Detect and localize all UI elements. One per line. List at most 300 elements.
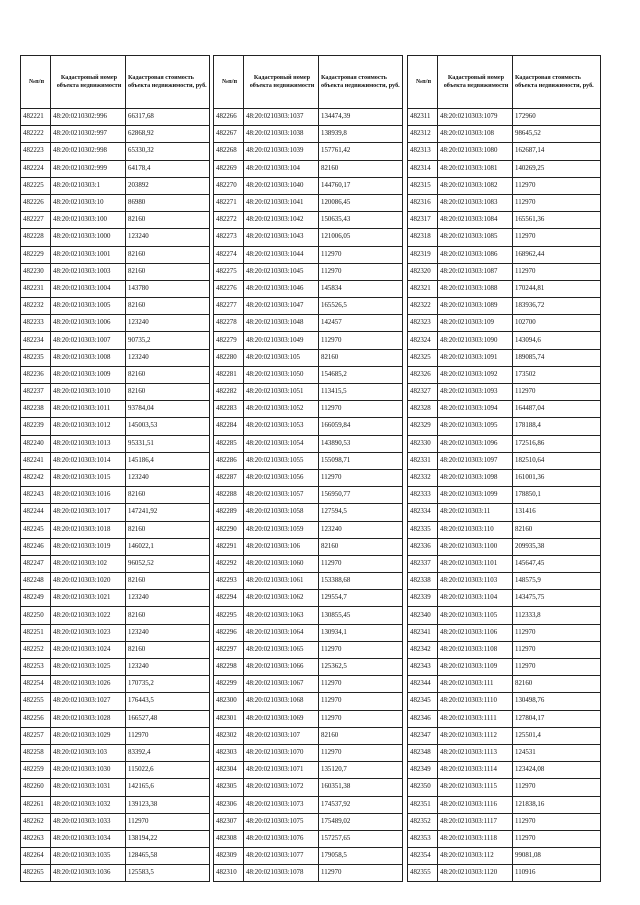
row-number: 482352 xyxy=(408,813,438,830)
cadastral-value: 82160 xyxy=(513,676,601,693)
table-row xyxy=(408,384,601,401)
cadastral-number: 48:20:0210303:1075 xyxy=(244,813,319,830)
row-number: 482285 xyxy=(214,435,244,452)
row-number: 482255 xyxy=(21,693,51,710)
cadastral-number: 48:20:0210303:1111 xyxy=(438,710,513,727)
cadastral-value: 170735,2 xyxy=(126,676,210,693)
cadastral-number: 48:20:0210303:1004 xyxy=(51,280,126,297)
cadastral-value: 189085,74 xyxy=(513,349,601,366)
table-row xyxy=(21,280,210,297)
row-number: 482275 xyxy=(214,263,244,280)
table-row xyxy=(21,332,210,349)
cadastral-value: 142165,6 xyxy=(126,779,210,796)
cadastral-number: 48:20:0210303:1043 xyxy=(244,229,319,246)
row-number: 482291 xyxy=(214,538,244,555)
cadastral-value: 164487,04 xyxy=(513,401,601,418)
cadastral-number: 48:20:0210303:1115 xyxy=(438,779,513,796)
row-number: 482321 xyxy=(408,280,438,297)
row-number: 482248 xyxy=(21,573,51,590)
cadastral-number: 48:20:0210303:1032 xyxy=(51,796,126,813)
cadastral-value: 112970 xyxy=(513,641,601,658)
table-row xyxy=(408,693,601,710)
table-row xyxy=(408,590,601,607)
cadastral-number: 48:20:0210303:1011 xyxy=(51,401,126,418)
row-number: 482330 xyxy=(408,435,438,452)
table-row xyxy=(21,435,210,452)
row-number: 482312 xyxy=(408,126,438,143)
table-row xyxy=(408,555,601,572)
table-row xyxy=(21,624,210,641)
cadastral-value: 172516,86 xyxy=(513,435,601,452)
table-row xyxy=(21,607,210,624)
cadastral-value: 82160 xyxy=(319,538,403,555)
table-row xyxy=(214,813,403,830)
row-number: 482337 xyxy=(408,555,438,572)
table-row xyxy=(214,641,403,658)
cadastral-value: 112970 xyxy=(319,710,403,727)
cadastral-value: 131416 xyxy=(513,504,601,521)
cadastral-value: 82160 xyxy=(513,521,601,538)
table-row xyxy=(21,521,210,538)
cadastral-value: 112970 xyxy=(319,401,403,418)
cadastral-value: 102700 xyxy=(513,315,601,332)
cadastral-value: 112970 xyxy=(513,384,601,401)
header-cadastral-value: Кадастровая стоимость объекта недвижимости, руб. xyxy=(319,56,403,109)
table-row xyxy=(408,796,601,813)
cadastral-value: 153388,68 xyxy=(319,573,403,590)
table-row xyxy=(214,521,403,538)
cadastral-number: 48:20:0210303:1117 xyxy=(438,813,513,830)
cadastral-value: 82160 xyxy=(319,727,403,744)
cadastral-number: 48:20:0210303:112 xyxy=(438,848,513,865)
cadastral-value: 174537,92 xyxy=(319,796,403,813)
row-number: 482237 xyxy=(21,384,51,401)
cadastral-value: 99081,08 xyxy=(513,848,601,865)
row-number: 482323 xyxy=(408,315,438,332)
cadastral-value: 112970 xyxy=(513,194,601,211)
row-number: 482232 xyxy=(21,298,51,315)
row-number: 482305 xyxy=(214,779,244,796)
table-row xyxy=(214,659,403,676)
table-row xyxy=(408,744,601,761)
row-number: 482231 xyxy=(21,280,51,297)
row-number: 482296 xyxy=(214,624,244,641)
row-number: 482241 xyxy=(21,452,51,469)
table-row xyxy=(408,676,601,693)
table-row xyxy=(214,126,403,143)
cadastral-number: 48:20:0210303:1000 xyxy=(51,229,126,246)
cadastral-value: 125501,4 xyxy=(513,727,601,744)
table-row xyxy=(408,229,601,246)
row-number: 482307 xyxy=(214,813,244,830)
cadastral-number: 48:20:0210303:1108 xyxy=(438,641,513,658)
row-number: 482230 xyxy=(21,263,51,280)
cadastral-value: 112970 xyxy=(319,641,403,658)
cadastral-number: 48:20:0210303:1081 xyxy=(438,160,513,177)
cadastral-number: 48:20:0210303:10 xyxy=(51,194,126,211)
row-number: 482300 xyxy=(214,693,244,710)
row-number: 482252 xyxy=(21,641,51,658)
row-number: 482251 xyxy=(21,624,51,641)
row-number: 482270 xyxy=(214,177,244,194)
cadastral-value: 110916 xyxy=(513,865,601,882)
cadastral-value: 170244,81 xyxy=(513,280,601,297)
cadastral-value: 130855,45 xyxy=(319,607,403,624)
cadastral-value: 166059,84 xyxy=(319,418,403,435)
row-number: 482254 xyxy=(21,676,51,693)
header-cadastral-number: Кадастровый номер объекта недвижимости xyxy=(438,56,513,109)
table-row xyxy=(214,212,403,229)
header-num: №п/п xyxy=(408,56,438,109)
row-number: 482283 xyxy=(214,401,244,418)
cadastral-value: 146022,1 xyxy=(126,538,210,555)
table-row xyxy=(408,848,601,865)
table-row xyxy=(214,160,403,177)
cadastral-number: 48:20:0210303:11 xyxy=(438,504,513,521)
row-number: 482225 xyxy=(21,177,51,194)
cadastral-number: 48:20:0210303:1050 xyxy=(244,366,319,383)
cadastral-value: 178188,4 xyxy=(513,418,601,435)
table-row xyxy=(214,762,403,779)
cadastral-value: 124531 xyxy=(513,744,601,761)
cadastral-number: 48:20:0210303:1094 xyxy=(438,401,513,418)
cadastral-number: 48:20:0210302:997 xyxy=(51,126,126,143)
cadastral-value: 123240 xyxy=(126,229,210,246)
cadastral-number: 48:20:0210303:1054 xyxy=(244,435,319,452)
table-row xyxy=(408,762,601,779)
header-cadastral-value: Кадастровая стоимость объекта недвижимости, руб. xyxy=(126,56,210,109)
cadastral-number: 48:20:0210303:1070 xyxy=(244,744,319,761)
row-number: 482335 xyxy=(408,521,438,538)
table-row xyxy=(21,418,210,435)
row-number: 482355 xyxy=(408,865,438,882)
cadastral-number: 48:20:0210303:1001 xyxy=(51,246,126,263)
table-row xyxy=(21,246,210,263)
row-number: 482265 xyxy=(21,865,51,882)
cadastral-number: 48:20:0210303:1039 xyxy=(244,143,319,160)
table-row xyxy=(21,298,210,315)
cadastral-number: 48:20:0210303:1065 xyxy=(244,641,319,658)
cadastral-value: 90735,2 xyxy=(126,332,210,349)
table-row xyxy=(21,109,210,126)
row-number: 482346 xyxy=(408,710,438,727)
table-row xyxy=(408,435,601,452)
table-row xyxy=(408,538,601,555)
cadastral-value: 112970 xyxy=(319,676,403,693)
cadastral-value: 130934,1 xyxy=(319,624,403,641)
cadastral-number: 48:20:0210303:1034 xyxy=(51,830,126,847)
table-row xyxy=(21,384,210,401)
cadastral-number: 48:20:0210303:1114 xyxy=(438,762,513,779)
cadastral-number: 48:20:0210303:1049 xyxy=(244,332,319,349)
row-number: 482278 xyxy=(214,315,244,332)
table-row xyxy=(21,263,210,280)
row-number: 482286 xyxy=(214,452,244,469)
table-row xyxy=(408,160,601,177)
cadastral-value: 62868,92 xyxy=(126,126,210,143)
cadastral-value: 154685,2 xyxy=(319,366,403,383)
row-number: 482258 xyxy=(21,744,51,761)
cadastral-number: 48:20:0210303:1055 xyxy=(244,452,319,469)
cadastral-number: 48:20:0210303:1053 xyxy=(244,418,319,435)
row-number: 482228 xyxy=(21,229,51,246)
table-row xyxy=(214,452,403,469)
table-row xyxy=(214,109,403,126)
cadastral-value: 130498,76 xyxy=(513,693,601,710)
row-number: 482246 xyxy=(21,538,51,555)
cadastral-number: 48:20:0210303:1095 xyxy=(438,418,513,435)
table-row xyxy=(214,693,403,710)
table-row xyxy=(21,160,210,177)
row-number: 482320 xyxy=(408,263,438,280)
cadastral-value: 129554,7 xyxy=(319,590,403,607)
row-number: 482306 xyxy=(214,796,244,813)
table-row xyxy=(214,384,403,401)
cadastral-value: 82160 xyxy=(126,263,210,280)
cadastral-number: 48:20:0210303:100 xyxy=(51,212,126,229)
table-row xyxy=(21,710,210,727)
row-number: 482222 xyxy=(21,126,51,143)
row-number: 482290 xyxy=(214,521,244,538)
cadastral-number: 48:20:0210303:1112 xyxy=(438,727,513,744)
row-number: 482318 xyxy=(408,229,438,246)
cadastral-number: 48:20:0210303:1038 xyxy=(244,126,319,143)
table-row xyxy=(408,813,601,830)
cadastral-value: 143475,75 xyxy=(513,590,601,607)
cadastral-number: 48:20:0210303:1098 xyxy=(438,469,513,486)
row-number: 482331 xyxy=(408,452,438,469)
row-number: 482304 xyxy=(214,762,244,779)
table-row xyxy=(408,212,601,229)
cadastral-value: 123240 xyxy=(126,624,210,641)
cadastral-number: 48:20:0210303:1110 xyxy=(438,693,513,710)
cadastral-value: 182510,64 xyxy=(513,452,601,469)
cadastral-value: 172960 xyxy=(513,109,601,126)
cadastral-value: 115022,6 xyxy=(126,762,210,779)
row-number: 482316 xyxy=(408,194,438,211)
cadastral-number: 48:20:0210303:1086 xyxy=(438,246,513,263)
cadastral-number: 48:20:0210303:1093 xyxy=(438,384,513,401)
cadastral-number: 48:20:0210303:1024 xyxy=(51,641,126,658)
cadastral-number: 48:20:0210303:1028 xyxy=(51,710,126,727)
cadastral-number: 48:20:0210303:1089 xyxy=(438,298,513,315)
table-row xyxy=(214,280,403,297)
cadastral-value: 142457 xyxy=(319,315,403,332)
cadastral-table-1 xyxy=(20,55,210,882)
cadastral-number: 48:20:0210303:1069 xyxy=(244,710,319,727)
row-number: 482298 xyxy=(214,659,244,676)
table-row xyxy=(21,212,210,229)
cadastral-value: 123240 xyxy=(319,521,403,538)
row-number: 482224 xyxy=(21,160,51,177)
cadastral-number: 48:20:0210303:1068 xyxy=(244,693,319,710)
cadastral-value: 120086,45 xyxy=(319,194,403,211)
cadastral-number: 48:20:0210303:1063 xyxy=(244,607,319,624)
cadastral-number: 48:20:0210303:1048 xyxy=(244,315,319,332)
cadastral-number: 48:20:0210303:1013 xyxy=(51,435,126,452)
cadastral-value: 65330,32 xyxy=(126,143,210,160)
row-number: 482259 xyxy=(21,762,51,779)
row-number: 482284 xyxy=(214,418,244,435)
cadastral-number: 48:20:0210303:105 xyxy=(244,349,319,366)
table-row xyxy=(21,830,210,847)
cadastral-value: 165561,36 xyxy=(513,212,601,229)
header-num: №п/п xyxy=(214,56,244,109)
cadastral-value: 173502 xyxy=(513,366,601,383)
cadastral-number: 48:20:0210303:1104 xyxy=(438,590,513,607)
cadastral-value: 162687,14 xyxy=(513,143,601,160)
row-number: 482249 xyxy=(21,590,51,607)
cadastral-number: 48:20:0210303:1085 xyxy=(438,229,513,246)
cadastral-value: 112970 xyxy=(513,177,601,194)
cadastral-number: 48:20:0210303:1071 xyxy=(244,762,319,779)
cadastral-number: 48:20:0210303:1106 xyxy=(438,624,513,641)
cadastral-number: 48:20:0210303:102 xyxy=(51,555,126,572)
row-number: 482250 xyxy=(21,607,51,624)
row-number: 482253 xyxy=(21,659,51,676)
cadastral-value: 82160 xyxy=(126,298,210,315)
cadastral-value: 125583,5 xyxy=(126,865,210,882)
table-row xyxy=(408,727,601,744)
cadastral-number: 48:20:0210303:1045 xyxy=(244,263,319,280)
row-number: 482350 xyxy=(408,779,438,796)
row-number: 482338 xyxy=(408,573,438,590)
table-row xyxy=(408,349,601,366)
row-number: 482309 xyxy=(214,848,244,865)
table-row xyxy=(408,332,601,349)
cadastral-value: 123424,08 xyxy=(513,762,601,779)
table-row xyxy=(21,744,210,761)
cadastral-value: 127804,17 xyxy=(513,710,601,727)
table-row xyxy=(214,246,403,263)
row-number: 482257 xyxy=(21,727,51,744)
cadastral-number: 48:20:0210303:1056 xyxy=(244,469,319,486)
cadastral-value: 123240 xyxy=(126,469,210,486)
table-row xyxy=(21,349,210,366)
cadastral-value: 145647,45 xyxy=(513,555,601,572)
table-row xyxy=(21,676,210,693)
cadastral-number: 48:20:0210303:110 xyxy=(438,521,513,538)
table-row xyxy=(214,865,403,882)
table-row xyxy=(408,710,601,727)
cadastral-number: 48:20:0210303:111 xyxy=(438,676,513,693)
cadastral-value: 86980 xyxy=(126,194,210,211)
table-row xyxy=(408,504,601,521)
table-row xyxy=(214,194,403,211)
cadastral-value: 83392,4 xyxy=(126,744,210,761)
cadastral-number: 48:20:0210303:106 xyxy=(244,538,319,555)
row-number: 482288 xyxy=(214,487,244,504)
row-number: 482226 xyxy=(21,194,51,211)
cadastral-value: 123240 xyxy=(126,659,210,676)
cadastral-value: 157761,42 xyxy=(319,143,403,160)
cadastral-value: 95331,51 xyxy=(126,435,210,452)
cadastral-value: 145003,53 xyxy=(126,418,210,435)
cadastral-number: 48:20:0210303:1027 xyxy=(51,693,126,710)
row-number: 482340 xyxy=(408,607,438,624)
row-number: 482345 xyxy=(408,693,438,710)
cadastral-number: 48:20:0210303:1061 xyxy=(244,573,319,590)
table-row xyxy=(408,194,601,211)
cadastral-number: 48:20:0210303:1067 xyxy=(244,676,319,693)
table-row xyxy=(408,452,601,469)
row-number: 482324 xyxy=(408,332,438,349)
cadastral-number: 48:20:0210303:1077 xyxy=(244,848,319,865)
table-row xyxy=(408,865,601,882)
row-number: 482292 xyxy=(214,555,244,572)
table-row xyxy=(21,538,210,555)
table-row xyxy=(214,710,403,727)
table-row xyxy=(21,865,210,882)
cadastral-value: 209935,38 xyxy=(513,538,601,555)
cadastral-value: 112970 xyxy=(513,659,601,676)
cadastral-number: 48:20:0210302:996 xyxy=(51,109,126,126)
cadastral-number: 48:20:0210303:1042 xyxy=(244,212,319,229)
table-row xyxy=(408,830,601,847)
row-number: 482328 xyxy=(408,401,438,418)
table-row xyxy=(408,469,601,486)
row-number: 482281 xyxy=(214,366,244,383)
table-row xyxy=(214,349,403,366)
cadastral-number: 48:20:0210303:1103 xyxy=(438,573,513,590)
cadastral-value: 134474,39 xyxy=(319,109,403,126)
row-number: 482267 xyxy=(214,126,244,143)
row-number: 482264 xyxy=(21,848,51,865)
row-number: 482311 xyxy=(408,109,438,126)
cadastral-value: 98645,52 xyxy=(513,126,601,143)
row-number: 482229 xyxy=(21,246,51,263)
row-number: 482322 xyxy=(408,298,438,315)
cadastral-number: 48:20:0210303:1072 xyxy=(244,779,319,796)
cadastral-number: 48:20:0210303:1044 xyxy=(244,246,319,263)
table-row xyxy=(214,555,403,572)
cadastral-number: 48:20:0210303:1062 xyxy=(244,590,319,607)
table-row xyxy=(21,659,210,676)
cadastral-number: 48:20:0210303:1057 xyxy=(244,487,319,504)
cadastral-number: 48:20:0210303:1014 xyxy=(51,452,126,469)
cadastral-value: 82160 xyxy=(319,160,403,177)
table-row xyxy=(214,469,403,486)
cadastral-number: 48:20:0210302:998 xyxy=(51,143,126,160)
row-number: 482282 xyxy=(214,384,244,401)
row-number: 482260 xyxy=(21,779,51,796)
row-number: 482276 xyxy=(214,280,244,297)
cadastral-number: 48:20:0210303:1005 xyxy=(51,298,126,315)
cadastral-value: 166527,48 xyxy=(126,710,210,727)
cadastral-number: 48:20:0210303:1012 xyxy=(51,418,126,435)
cadastral-value: 112970 xyxy=(126,813,210,830)
cadastral-number: 48:20:0210303:1015 xyxy=(51,469,126,486)
row-number: 482247 xyxy=(21,555,51,572)
row-number: 482341 xyxy=(408,624,438,641)
cadastral-number: 48:20:0210303:1120 xyxy=(438,865,513,882)
table-row xyxy=(21,315,210,332)
table-row xyxy=(408,779,601,796)
table-row xyxy=(408,177,601,194)
row-number: 482289 xyxy=(214,504,244,521)
cadastral-number: 48:20:0210303:1113 xyxy=(438,744,513,761)
cadastral-value: 157257,65 xyxy=(319,830,403,847)
cadastral-value: 144760,17 xyxy=(319,177,403,194)
row-number: 482314 xyxy=(408,160,438,177)
cadastral-number: 48:20:0210303:1029 xyxy=(51,727,126,744)
header-cadastral-number: Кадастровый номер объекта недвижимости xyxy=(51,56,126,109)
cadastral-value: 140269,25 xyxy=(513,160,601,177)
cadastral-number: 48:20:0210303:1082 xyxy=(438,177,513,194)
table-row xyxy=(408,315,601,332)
table-row xyxy=(21,813,210,830)
cadastral-number: 48:20:0210303:1022 xyxy=(51,607,126,624)
